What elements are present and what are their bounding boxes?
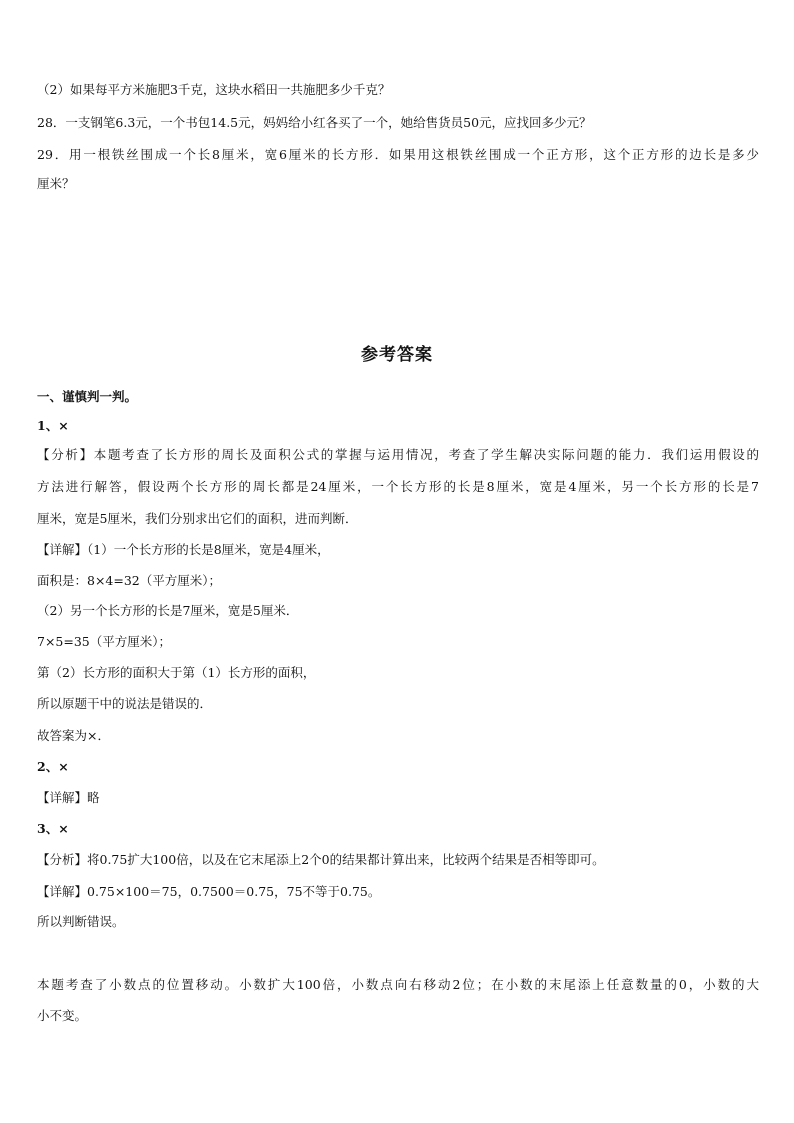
answer-1-analysis-line-1: 【分析】本题考查了长方形的周长及面积公式的掌握与运用情况，考查了学生解决实际问题的能力．我们运用假设的: [37, 447, 759, 462]
answer-1-analysis-line-2: 方法进行解答，假设两个长方形的周长都是24厘米，一个长方形的长是8厘米，宽是4厘米，另一个长方形的长是7: [37, 479, 759, 494]
section-1-heading: 一、谨慎判一判。: [37, 389, 138, 404]
question-27-part-2: （2）如果每平方米施肥3千克，这块水稻田一共施肥多少千克？: [37, 82, 391, 97]
answer-1-analysis-line-3: 厘米，宽是5厘米，我们分别求出它们的面积，进而判断．: [37, 511, 358, 526]
answer-1-detail-line-4: 7×5=35（平方厘米）；: [37, 634, 172, 649]
answer-3-note-line-2: 小不变。: [37, 1008, 88, 1023]
answer-3-conclusion: 所以判断错误。: [37, 914, 125, 929]
answer-1-number: 1、×: [37, 418, 69, 433]
answer-1-detail-line-5: 第（2）长方形的面积大于第（1）长方形的面积，: [37, 665, 316, 680]
answer-1-detail-line-3: （2）另一个长方形的长是7厘米，宽是5厘米．: [37, 603, 299, 618]
answer-1-detail-line-7: 故答案为×．: [37, 728, 110, 743]
answer-3-detail: 【详解】0.75×100＝75，0.7500＝0.75，75不等于0.75。: [37, 884, 381, 899]
answer-key-title: 参考答案: [361, 345, 433, 365]
question-28: 28．一支钢笔6.3元，一个书包14.5元，妈妈给小红各买了一个，她给售货员50元，应找回多少元？: [37, 115, 592, 130]
answer-3-number: 3、×: [37, 821, 69, 836]
answer-3-note-line-1: 本题考查了小数点的位置移动。小数扩大100倍，小数点向右移动2位；在小数的末尾添上任意数量的0，小数的大: [37, 977, 759, 992]
answer-2-detail: 【详解】略: [37, 790, 100, 805]
question-29-line-1: 29．用一根铁丝围成一个长8厘米，宽6厘米的长方形．如果用这根铁丝围成一个正方形，这个正方形的边长是多少: [37, 147, 759, 162]
question-29-line-2: 厘米？: [37, 176, 75, 191]
answer-1-detail-line-6: 所以原题干中的说法是错误的．: [37, 696, 213, 711]
answer-2-number: 2、×: [37, 759, 69, 774]
answer-1-detail-line-2: 面积是：8×4=32（平方厘米）；: [37, 573, 222, 588]
answer-3-analysis: 【分析】将0.75扩大100倍，以及在它末尾添上2个0的结果都计算出来，比较两个结果是否相等即可。: [37, 852, 605, 867]
answer-1-detail-line-1: 【详解】（1）一个长方形的长是8厘米，宽是4厘米，: [37, 542, 330, 557]
